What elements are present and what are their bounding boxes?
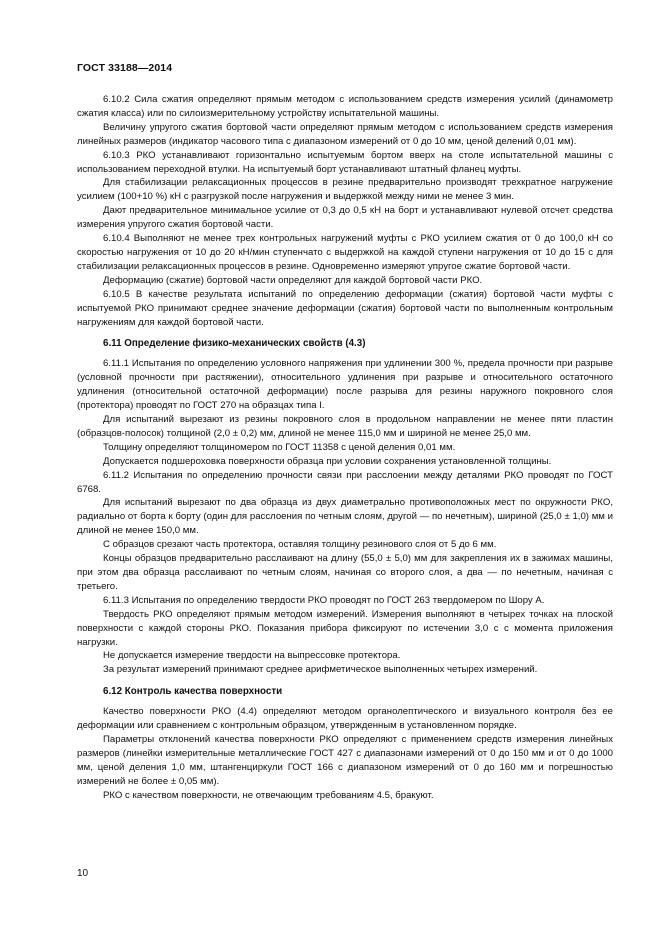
paragraph: Деформацию (сжатие) бортовой части определяют для каждой бортовой части РКО.	[103, 274, 483, 286]
paragraph: Концы образцов предварительно расслаивают на длину (55,0 ± 5,0) мм для закрепления их в зажимах машины, при этом два образца расслаивают по четным слоям, начиная со второго слоя, а два — по нечетным, начиная с третьего.	[77, 553, 613, 592]
paragraph: 6.11.1 Испытания по определению условного напряжения при удлинении 300 %, предела прочности при разрыве (условной прочности при растяжении), относительного удлинения при разрыве и относительного остаточного удлинения (относительной остаточной деформации) после разрыва для резины наружного покровного слоя (протектора) проводят по ГОСТ 270 на образцах типа I.	[77, 358, 613, 412]
paragraph: Толщину определяют толщиномером по ГОСТ 11358 с ценой деления 0,01 мм.	[103, 441, 456, 453]
paragraph: 6.11.3 Испытания по определению твердости РКО проводят по ГОСТ 263 твердомером по Шору А.	[103, 594, 545, 606]
page-number: 10	[77, 868, 89, 879]
paragraph: С образцов срезают часть протектора, оставляя толщину резинового слоя от 5 до 6 мм.	[103, 539, 497, 551]
paragraph: Для стабилизации релаксационных процессов в резине предварительно производят трехкратное нагружение усилием (100+10 %) кН с разгрузкой после нагружения и выдержкой между ними не менее 3 мин.	[77, 177, 613, 203]
paragraph: Дают предварительное минимальное усилие от 0,3 до 0,5 кН на борт и устанавливают нулевой отсчет средства измерения упругого сжатия бортовой части.	[77, 205, 613, 231]
paragraph: 6.10.3 РКО устанавливают горизонтально испытуемым бортом вверх на столе испытательной машины с использованием переходной втулки. На испытуемый борт устанавливают штатный фланец муфты.	[77, 149, 613, 175]
paragraph: Для испытаний вырезают из резины покровного слоя в продольном направлении не менее пяти пластин (образцов-полосок) толщиной (2,0 ± 0,2) мм, длиной не менее 115,0 мм и шириной не менее 25,0 мм.	[77, 414, 613, 439]
paragraph: Для испытаний вырезают по два образца из двух диаметрально противоположных мест по окружности РКО, радиально от борта к борту (один для расслоения по четным слоям, другой — по нечетным), шириной (25,0 ± 1,0) мм и длиной не менее 150,0 мм.	[77, 497, 613, 537]
paragraph: 6.10.2 Сила сжатия определяют прямым методом с использованием средств измерения усилий (динамометр сжатия класса) или по силоизмерительному устройству испытательной машины.	[77, 94, 613, 119]
paragraph: 6.10.4 Выполняют не менее трех контрольных нагружений муфты с РКО усилием сжатия от 0 до 100,0 кН со скоростью нагружения от 10 до 20 кН/мин ступенчато с выдержкой на каждой ступени нагружения от 10 до 15 с для стабилизации релаксационных процессов в резине. Одновременно измеряют упругое сжатие бортовой части.	[77, 233, 613, 272]
paragraph: Не допускается измерение твердости на выпрессовке протектора.	[103, 650, 401, 662]
section-heading: 6.12 Контроль качества поверхности	[103, 686, 283, 698]
document-header: ГОСТ 33188—2014	[77, 62, 173, 74]
paragraph: 6.10.5 В качестве результата испытаний по определению деформации (сжатия) бортовой части муфты с испытуемой РКО принимают среднее значение деформации (сжатия) бортовой части по выполненным контрольным нагружениям для каждой бортовой части.	[77, 288, 613, 328]
paragraph: Твердость РКО определяют прямым методом измерений. Измерения выполняют в четырех точках на плоской поверхности с каждой стороны РКО. Показания прибора фиксируют по истечении 3,0 с с момента приложения нагрузки.	[77, 608, 613, 648]
section-heading: 6.11 Определение физико-механических свойств (4.3)	[103, 338, 366, 350]
paragraph: РКО с качеством поверхности, не отвечающим требованиям 4.5, бракуют.	[103, 789, 434, 801]
paragraph: Допускается подшероховка поверхности образца при условии сохранения установленной толщины.	[103, 455, 552, 467]
paragraph: За результат измерений принимают среднее арифметическое выполненных четырех измерений.	[103, 664, 538, 676]
paragraph: Параметры отклонений качества поверхности РКО определяют с применением средств измерения линейных размеров (линейки измерительные металлические ГОСТ 427 с диапазонами измерений от 0 до 150 мм и от 0 до 1000 мм, ценой деления 1,0 мм, штангенциркули ГОСТ 166 с диапазоном измерений от 0 до 160 мм и погрешностью измерений не более ± 0,05 мм).	[77, 734, 613, 787]
paragraph: 6.11.2 Испытания по определению прочности связи при расслоении между деталями РКО проводят по ГОСТ 6768.	[77, 469, 613, 495]
paragraph: Качество поверхности РКО (4.4) определяют методом органолептического и визуального контроля без ее деформации или сравнением с контрольным образцом, утвержденным в установленном порядке.	[77, 706, 613, 732]
document-body	[77, 93, 613, 803]
paragraph: Величину упругого сжатия бортовой части определяют прямым методом с использованием средств измерения линейных размеров (индикатор часового типа с диапазоном измерений от 0 до 10 мм, ценой делений 0,01 мм).	[77, 121, 613, 147]
